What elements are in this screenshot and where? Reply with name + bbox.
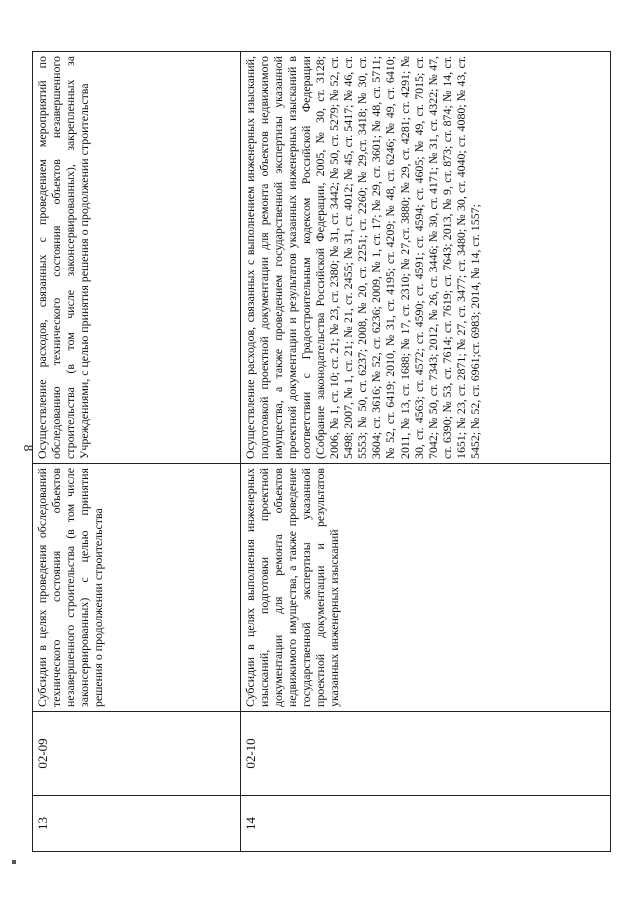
budget-codes-table [32,51,611,852]
row-name-text: Субсидии в целях выполнения инженерных изысканий, подготовки проектной документации для ремонта объектов недвижимого имущества, а также проведение государственной экспертизы указанной проектной документации и результатов указанных инженерных изысканий [243,468,342,707]
row-name [241,464,611,712]
page-number: 8 [21,444,36,452]
row-description [33,52,241,464]
row-number: 14 [241,796,611,852]
row-description [241,52,611,464]
table-row [241,52,611,852]
row-number: 13 [33,796,241,852]
row-name [33,464,241,712]
rotated-table-container [32,52,610,852]
row-description-text: Осуществление расходов, связанных с выполнением инженерных изысканий, подготовкой проектной документации для ремонта объектов недвижимого имущества, а также проведением государственной экспертизы указанной проектной документации и результатов указанных инженерных изысканий в соответствии с Градостроительным кодексом Российской Федерации (Собрание законодательства Российской Федерации, 2005, № 30, ст. 3128; 2006, № 1, ст. 10; ст. 21; № 23, ст. 2380; № 31, ст. 3442; № 50, ст. 5279; № 52, ст. 5498; 2007, № 1, ст. 21; № 21, ст. 2455; № 31, ст. 4012; № 45, ст. 5417; № 46, ст. 5553; № 50, ст. 6237; 2008, № 20, ст. 2251; ст. 2260; № 29,ст. 3418; № 30, ст. 3604; ст. 3616; № 52, ст. 6236; 2009, № 1, ст. 17; № 29, ст. 3601; № 48, ст. 5711; № 52, ст. 6419; 2010, № 31, ст. 4195; ст. 4209; № 48, ст. 6246; № 49, ст. 6410; 2011, № 13, ст. 1688; № 17, ст. 2310; № 27,ст. 3880; № 29, ст. 4281; ст. 4291; № 30, ст. 4563; ст. 4572; ст. 4590; ст. 4591; ст. 4594; ст. 4605; № 49, ст. 7015; ст. 7042; № 50, ст. 7343; 2012, № 26, ст. 3446; № 30, ст. 4171; № 31, ст. 4322; № 47, ст. 6390; № 53, ст. 7614; ст. 7619; ст. 7643; 2013, № 9, ст. 873; ст. 874; № 14, ст. 1651; № 23, ст. 2871; № 27, ст. 3477; ст. 3480; № 30, ст. 4040; ст. 4080; № 43, ст. 5452; № 52, ст. 6961;ст. 6983; 2014, № 14, ст. 1557; [243,56,482,459]
row-name-text: Субсидии в целях проведения обследований технического состояния объектов незавершенного строительства (в том числе законсервированных) с целью принятия решения о продолжении строительства [35,468,106,707]
row-code: 02-10 [241,712,611,796]
row-code: 02-09 [33,712,241,796]
table-row [33,52,241,852]
row-description-text: Осуществление расходов, связанных с проведением мероприятий по обследованию технического состояния объектов незавершенного строительства (в том числе законсервированных), закрепленных за Учреждениями, с целью принятия решения о продолжении строительства [35,56,92,459]
